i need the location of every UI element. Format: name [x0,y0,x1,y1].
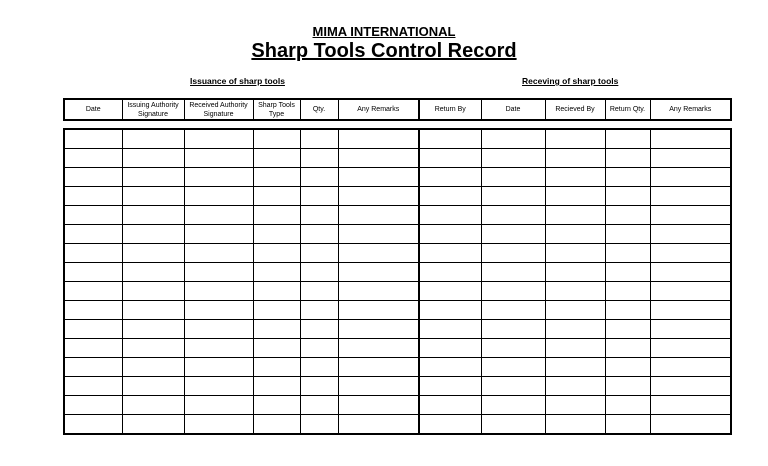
table-cell [605,339,650,358]
table-cell [419,358,481,377]
table-cell [184,168,253,187]
table-cell [184,301,253,320]
table-cell [64,168,122,187]
table-cell [481,149,545,168]
table-row [64,358,731,377]
table-cell [650,396,731,415]
table-cell [419,396,481,415]
table-cell [338,301,419,320]
table-cell [545,301,605,320]
table-cell [253,396,300,415]
table-cell [253,244,300,263]
table-cell [184,244,253,263]
table-cell [338,168,419,187]
table-cell [650,187,731,206]
table-cell [605,244,650,263]
table-cell [253,377,300,396]
receiving-section-caption: Receving of sharp tools [522,76,619,86]
table-cell [605,225,650,244]
table-cell [650,206,731,225]
table-cell [253,187,300,206]
table-cell [64,377,122,396]
table-cell [650,339,731,358]
table-cell [481,244,545,263]
table-cell [64,320,122,339]
column-header: Date [64,99,122,120]
table-cell [338,149,419,168]
company-name: MIMA INTERNATIONAL [312,24,456,39]
column-header: Return By [419,99,481,120]
table-cell [253,206,300,225]
table-cell [300,282,338,301]
table-cell [419,149,481,168]
table-cell [419,206,481,225]
table-cell [122,415,184,435]
table-cell [64,301,122,320]
table-cell [122,225,184,244]
table-cell [338,339,419,358]
table-row [64,415,731,435]
column-header: Recieved By [545,99,605,120]
table-cell [605,187,650,206]
table-cell [253,415,300,435]
table-cell [545,339,605,358]
table-row [64,168,731,187]
table-row [64,320,731,339]
table-cell [481,206,545,225]
table-cell [338,377,419,396]
table-cell [300,206,338,225]
table-cell [122,263,184,282]
table-cell [122,301,184,320]
table-cell [122,168,184,187]
table-cell [122,149,184,168]
column-header-table [63,98,732,121]
table-cell [64,206,122,225]
table-row [64,282,731,301]
table-cell [605,358,650,377]
table-cell [338,320,419,339]
table-cell [253,129,300,149]
table-cell [481,187,545,206]
table-cell [481,263,545,282]
table-cell [184,358,253,377]
table-cell [253,149,300,168]
table-cell [253,225,300,244]
table-cell [650,129,731,149]
table-cell [184,263,253,282]
table-cell [419,377,481,396]
table-cell [605,301,650,320]
table-cell [545,225,605,244]
table-cell [338,263,419,282]
column-header: Any Remarks [338,99,419,120]
table-cell [545,282,605,301]
table-cell [419,168,481,187]
table-cell [300,339,338,358]
table-cell [300,244,338,263]
table-cell [650,168,731,187]
table-cell [253,358,300,377]
table-row [64,396,731,415]
table-cell [481,225,545,244]
table-cell [545,206,605,225]
table-cell [419,282,481,301]
table-cell [64,149,122,168]
table-cell [605,168,650,187]
table-cell [650,244,731,263]
table-cell [419,339,481,358]
record-title: Sharp Tools Control Record [251,40,517,62]
table-cell [122,282,184,301]
column-header: Received Authority Signature [184,99,253,120]
table-cell [338,396,419,415]
table-row [64,301,731,320]
table-cell [545,187,605,206]
table-cell [122,187,184,206]
table-row [64,149,731,168]
table-cell [300,396,338,415]
table-row [64,377,731,396]
table-cell [64,263,122,282]
table-row [64,339,731,358]
table-cell [122,206,184,225]
table-cell [64,282,122,301]
table-cell [300,377,338,396]
table-cell [122,129,184,149]
table-cell [184,415,253,435]
table-cell [300,187,338,206]
table-row [64,206,731,225]
table-cell [605,206,650,225]
table-cell [605,377,650,396]
table-cell [64,358,122,377]
column-header: Sharp Tools Type [253,99,300,120]
table-cell [64,244,122,263]
table-cell [184,282,253,301]
table-cell [419,129,481,149]
column-header: Return Qty. [605,99,650,120]
table-row [64,187,731,206]
table-cell [419,187,481,206]
table-cell [545,149,605,168]
table-cell [64,396,122,415]
table-cell [545,168,605,187]
table-cell [184,206,253,225]
table-cell [650,263,731,282]
table-cell [605,396,650,415]
table-cell [253,320,300,339]
table-cell [300,358,338,377]
table-cell [481,282,545,301]
table-cell [419,320,481,339]
table-cell [481,339,545,358]
table-cell [605,415,650,435]
table-cell [650,225,731,244]
table-cell [64,187,122,206]
table-cell [419,415,481,435]
table-cell [650,149,731,168]
issuance-section-caption: Issuance of sharp tools [190,76,285,86]
table-cell [64,339,122,358]
table-cell [650,358,731,377]
table-cell [338,415,419,435]
table-cell [300,168,338,187]
table-cell [338,225,419,244]
table-cell [253,339,300,358]
table-cell [419,263,481,282]
table-cell [605,263,650,282]
table-cell [122,320,184,339]
table-cell [184,129,253,149]
table-cell [481,396,545,415]
column-header: Issuing Authority Signature [122,99,184,120]
table-cell [253,263,300,282]
table-cell [545,320,605,339]
table-row [64,225,731,244]
table-cell [184,320,253,339]
table-cell [184,225,253,244]
table-cell [605,129,650,149]
table-cell [650,282,731,301]
table-cell [338,187,419,206]
table-cell [605,149,650,168]
table-row [64,244,731,263]
table-row [64,263,731,282]
table-cell [300,320,338,339]
table-cell [253,301,300,320]
table-cell [338,244,419,263]
table-row [64,129,731,149]
table-cell [419,301,481,320]
record-entry-table [63,128,732,435]
table-cell [545,244,605,263]
table-cell [122,377,184,396]
table-cell [338,358,419,377]
table-cell [300,263,338,282]
table-cell [300,129,338,149]
header-row [64,99,731,120]
table-cell [545,358,605,377]
table-cell [64,129,122,149]
table-cell [481,129,545,149]
table-cell [338,129,419,149]
table-cell [64,415,122,435]
table-cell [253,282,300,301]
table-cell [481,320,545,339]
table-cell [650,301,731,320]
table-cell [481,358,545,377]
table-cell [184,339,253,358]
table-cell [419,225,481,244]
table-cell [338,282,419,301]
table-cell [300,301,338,320]
table-cell [545,129,605,149]
table-cell [545,415,605,435]
column-header: Qty. [300,99,338,120]
table-cell [650,377,731,396]
table-cell [650,415,731,435]
table-cell [481,301,545,320]
table-cell [253,168,300,187]
table-cell [184,396,253,415]
table-cell [122,244,184,263]
table-cell [184,149,253,168]
table-cell [481,377,545,396]
table-cell [300,149,338,168]
table-cell [605,320,650,339]
table-cell [64,225,122,244]
table-cell [184,187,253,206]
table-cell [184,377,253,396]
table-cell [300,225,338,244]
table-cell [300,415,338,435]
table-cell [481,168,545,187]
table-cell [650,320,731,339]
table-cell [545,263,605,282]
table-cell [122,396,184,415]
table-cell [122,339,184,358]
column-header: Any Remarks [650,99,731,120]
table-cell [419,244,481,263]
table-cell [481,415,545,435]
table-cell [605,282,650,301]
table-cell [122,358,184,377]
table-cell [545,396,605,415]
table-cell [338,206,419,225]
table-cell [545,377,605,396]
column-header: Date [481,99,545,120]
